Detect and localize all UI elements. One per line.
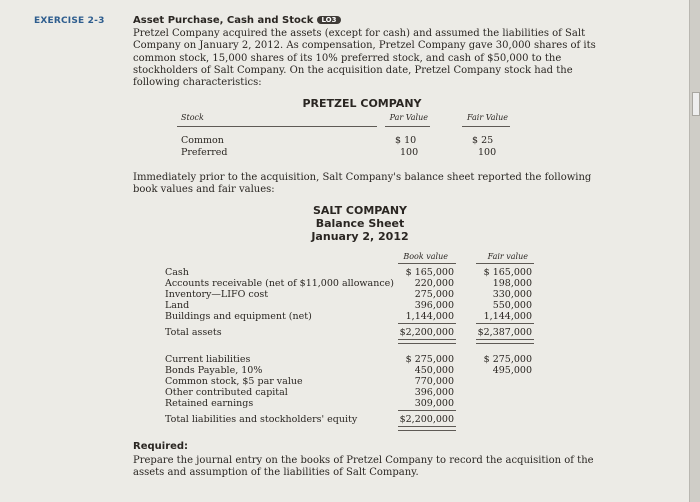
salt-company-name: SALT COMPANY — [312, 204, 408, 217]
total-liabilities-label: Total liabilities and stockholders' equity — [165, 414, 358, 425]
total-liabilities-double-rule — [398, 426, 456, 431]
required-heading: Required: — [133, 441, 189, 452]
asset-book: 1,144,000 — [405, 311, 454, 322]
asset-fair: 198,000 — [492, 278, 532, 289]
liability-label: Bonds Payable, 10% — [165, 365, 263, 376]
asset-label: Inventory—LIFO cost — [165, 289, 269, 300]
total-assets-fair: $2,387,000 — [477, 327, 532, 338]
asset-book: 275,000 — [414, 289, 454, 300]
scrollbar-thumb[interactable] — [692, 92, 700, 116]
pretzel-fair-header: Fair Value — [467, 113, 508, 122]
asset-label: Land — [165, 300, 190, 311]
salt-fair-header: Fair value — [487, 252, 528, 261]
pretzel-row-stock: Common — [181, 135, 224, 146]
exercise-title-text: Asset Purchase, Cash and Stock — [133, 15, 314, 26]
asset-book: 220,000 — [414, 278, 454, 289]
pretzel-row-par: 100 — [400, 147, 419, 158]
pretzel-table-title: PRETZEL COMPANY — [302, 97, 422, 110]
pretzel-header-rule-stock — [177, 126, 377, 127]
liab-sum-rule-book — [398, 410, 456, 411]
exercise-title — [133, 15, 341, 26]
salt-header-rule-fair — [476, 263, 534, 264]
total-assets-double-rule-book — [398, 339, 456, 344]
salt-header-rule-book — [398, 263, 456, 264]
liability-fair: $ 275,000 — [483, 354, 532, 365]
assets-sum-rule-book — [398, 323, 456, 324]
total-assets-double-rule-fair — [476, 339, 534, 344]
liability-label: Common stock, $5 par value — [165, 376, 303, 387]
pretzel-row-stock: Preferred — [181, 147, 228, 158]
pretzel-stock-header: Stock — [181, 113, 204, 122]
pretzel-row-par: $ 10 — [395, 135, 417, 146]
salt-book-header: Book value — [403, 252, 448, 261]
asset-fair: $ 165,000 — [483, 267, 532, 278]
total-liabilities-book: $2,200,000 — [399, 414, 454, 425]
pretzel-par-header: Par Value — [389, 113, 428, 122]
asset-label: Buildings and equipment (net) — [165, 311, 312, 322]
asset-label: Cash — [165, 267, 189, 278]
asset-book: 396,000 — [414, 300, 454, 311]
pretzel-row-fair: $ 25 — [472, 135, 494, 146]
asset-fair: 550,000 — [492, 300, 532, 311]
liability-book: 770,000 — [414, 376, 454, 387]
asset-fair: 330,000 — [492, 289, 532, 300]
pretzel-header-rule-par — [385, 126, 430, 127]
total-assets-book: $2,200,000 — [399, 327, 454, 338]
liability-label: Retained earnings — [165, 398, 254, 409]
exercise-label: EXERCISE 2-3 — [34, 16, 105, 26]
liability-book: 309,000 — [414, 398, 454, 409]
liability-label: Other contributed capital — [165, 387, 288, 398]
intro-paragraph: Pretzel Company acquired the assets (except for cash) and assumed the liabilities of Salt Company on January 2, 2012. As compensation, Pretzel Company gave 30,000 shares of its common stock, 15,000 shares of its 10% preferred stock, and cash of $50,000 to the stockholders of Salt Company. On the acquisition date, Pretzel Company stock had the following characteristics: — [133, 28, 596, 89]
liability-book: 396,000 — [414, 387, 454, 398]
liability-book: 450,000 — [414, 365, 454, 376]
liability-label: Current liabilities — [165, 354, 251, 365]
middle-paragraph: Immediately prior to the acquisition, Salt Company's balance sheet reported the following book values and fair values: — [133, 172, 592, 196]
salt-sheet-title: Balance Sheet — [315, 217, 405, 230]
required-text: Prepare the journal entry on the books of Pretzel Company to record the acquisition of the assets and assumption of the liabilities of Salt Company. — [133, 455, 594, 479]
assets-sum-rule-fair — [476, 323, 534, 324]
liability-fair: 495,000 — [492, 365, 532, 376]
total-assets-label: Total assets — [165, 327, 222, 338]
vertical-scrollbar[interactable] — [689, 0, 700, 502]
learning-objective-badge: LO3 — [317, 16, 340, 24]
pretzel-header-rule-fair — [462, 126, 510, 127]
asset-label: Accounts receivable (net of $11,000 allowance) — [165, 278, 394, 289]
asset-fair: 1,144,000 — [483, 311, 532, 322]
pretzel-row-fair: 100 — [478, 147, 497, 158]
asset-book: $ 165,000 — [405, 267, 454, 278]
salt-sheet-date: January 2, 2012 — [311, 230, 409, 243]
liability-book: $ 275,000 — [405, 354, 454, 365]
